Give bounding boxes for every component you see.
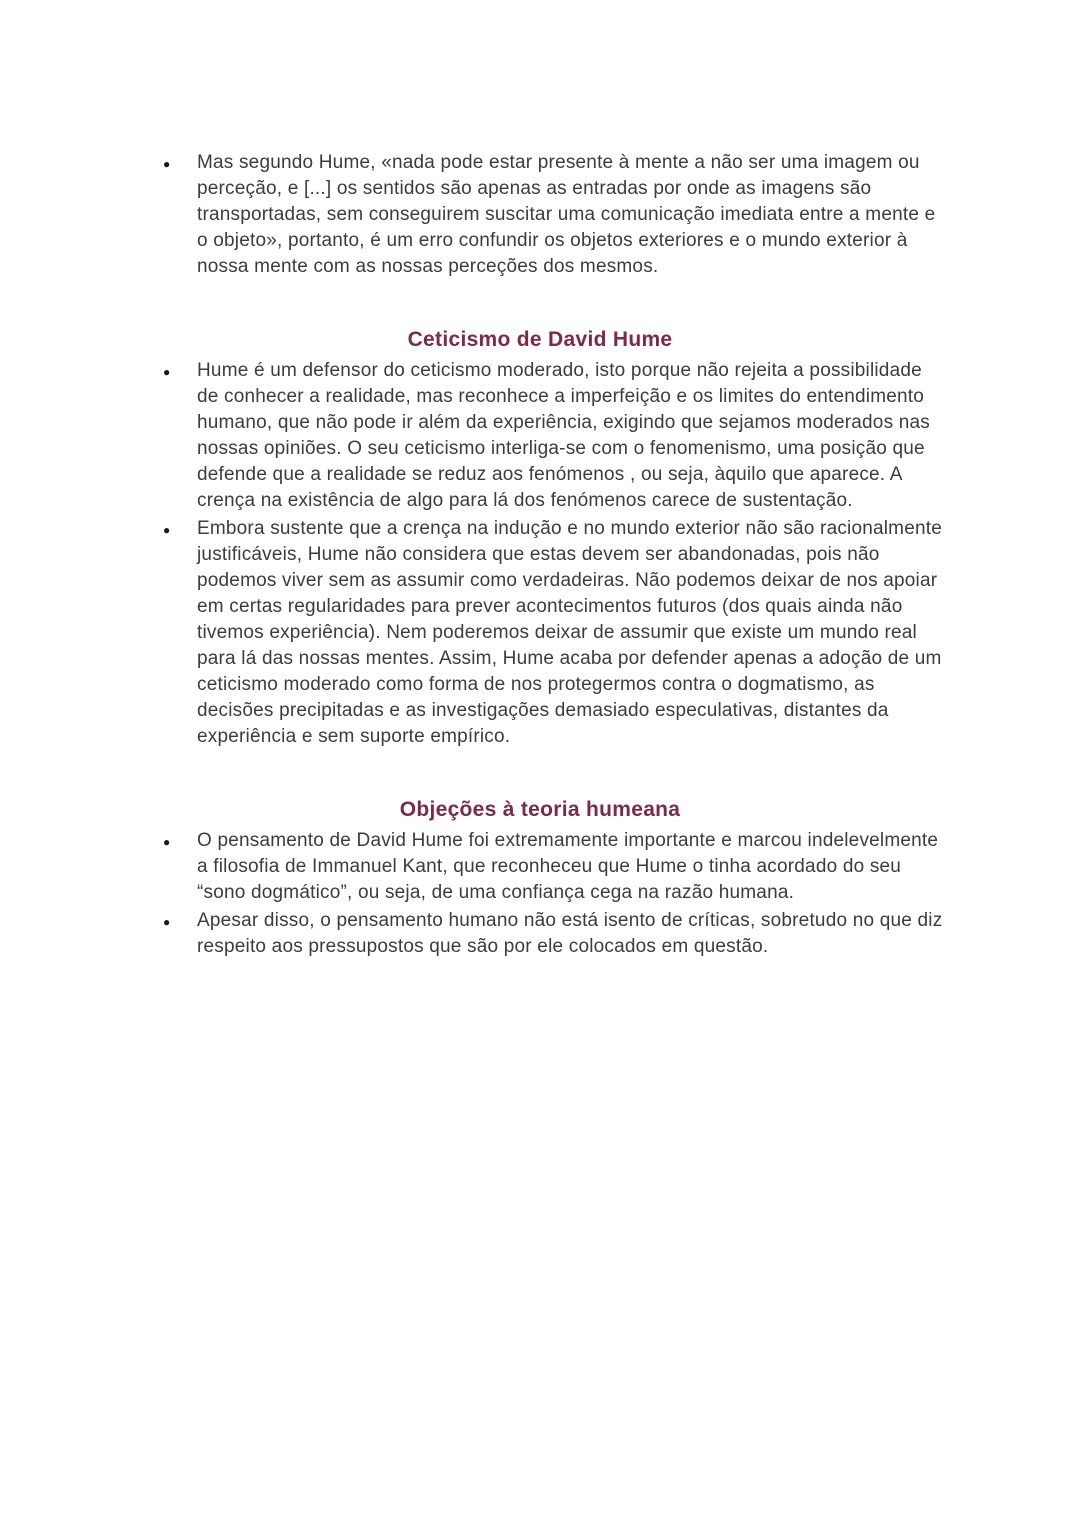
section-heading-objecoes: Objeções à teoria humeana — [399, 798, 681, 821]
bullet-item: ● O pensamento de David Hume foi extremamente importante e marcou indelevelmente a filosofia de Immanuel Kant, que reconheceu que Hume o tinha acordado do seu “sono dogmático”, ou seja, de uma confiança cega na razão humana. — [135, 828, 945, 906]
bullet-list — [135, 358, 945, 750]
bullet-item: ● Hume é um defensor do ceticismo moderado, isto porque não rejeita a possibilidade de conhecer a realidade, mas reconhece a imperfeição e os limites do entendimento humano, que não pode ir além da experiência, exigindo que sejamos moderados nas nossas opiniões. O seu ceticismo interliga-se com o fenomenismo, uma posição que defende que a realidade se reduz aos fenómenos , ou seja, àquilo que aparece. A crença na existência de algo para lá dos fenómenos carece de sustentação. — [135, 358, 945, 514]
bullet-item: ● Mas segundo Hume, «nada pode estar presente à mente a não ser uma imagem ou perceção, e [...] os sentidos são apenas as entradas por onde as imagens são transportadas, sem conseguirem suscitar uma comunicação imediata entre a mente e o objeto», portanto, é um erro confundir os objetos exteriores e o mundo exterior à nossa mente com as nossas perceções dos mesmos. — [135, 150, 945, 280]
section-ceticismo — [135, 328, 945, 750]
section-perceptions — [135, 150, 945, 280]
bullet-list — [135, 150, 945, 280]
bullet-item: ● Apesar disso, o pensamento humano não está isento de críticas, sobretudo no que diz respeito aos pressupostos que são por ele colocados em questão. — [135, 908, 945, 960]
bullet-item: ● Embora sustente que a crença na indução e no mundo exterior não são racionalmente justificáveis, Hume não considera que estas devem ser abandonadas, pois não podemos viver sem as assumir como verdadeiras. Não podemos deixar de nos apoiar em certas regularidades para prever acontecimentos futuros (dos quais ainda não tivemos experiência). Nem poderemos deixar de assumir que existe um mundo real para lá das nossas mentes. Assim, Hume acaba por defender apenas a adoção de um ceticismo moderado como forma de nos protegermos contra o dogmatismo, as decisões precipitadas e as investigações demasiado especulativas, distantes da experiência e sem suporte empírico. — [135, 516, 945, 750]
section-objecoes — [135, 798, 945, 960]
bullet-list — [135, 828, 945, 960]
section-heading-ceticismo: Ceticismo de David Hume — [407, 328, 673, 351]
